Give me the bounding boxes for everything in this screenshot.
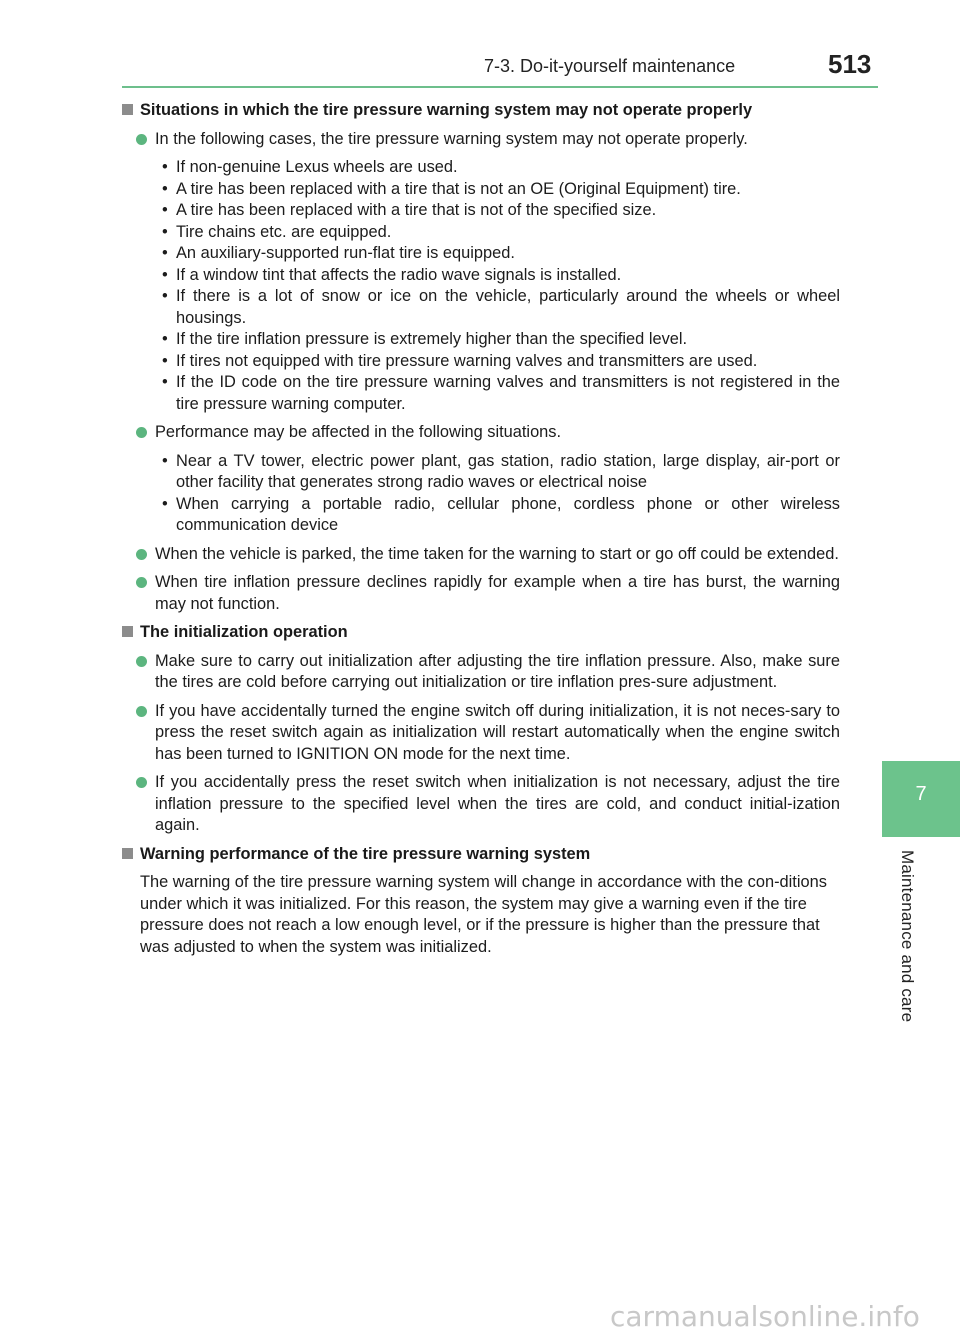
bullet-item <box>136 772 840 837</box>
bullet-item <box>136 422 840 444</box>
circle-bullet-icon <box>136 134 147 145</box>
sub-list <box>162 157 840 415</box>
sub-list-item: • Near a TV tower, electric power plant, gas station, radio station, large display, air-port or other facility that generates strong radio waves or electrical noise <box>162 451 840 494</box>
bullet-text: Make sure to carry out initialization after adjusting the tire inflation pressure. Also, make sure the tires are cold before carrying out initialization or tire inflation pres-sure adjustment. <box>155 651 840 691</box>
page-content <box>122 100 840 958</box>
watermark: carmanualsonline.info <box>610 1300 920 1333</box>
square-bullet-icon <box>122 626 133 637</box>
bullet-text: When tire inflation pressure declines rapidly for example when a tire has burst, the warning may not function. <box>155 573 840 613</box>
bullet-item <box>136 651 840 694</box>
sub-item-text: A tire has been replaced with a tire that is not an OE (Original Equipment) tire. <box>176 179 741 198</box>
sub-list-item: • A tire has been replaced with a tire that is not an OE (Original Equipment) tire. <box>162 179 840 201</box>
bullet-text: In the following cases, the tire pressure warning system may not operate properly. <box>155 129 748 148</box>
circle-bullet-icon <box>136 549 147 560</box>
chapter-label: Maintenance and care <box>898 850 917 1023</box>
sub-list-item: • When carrying a portable radio, cellular phone, cordless phone or other wireless communication device <box>162 494 840 537</box>
sub-item-text: If a window tint that affects the radio wave signals is installed. <box>176 265 622 284</box>
bullet-item <box>136 129 840 151</box>
sub-item-text: Tire chains etc. are equipped. <box>176 222 392 241</box>
circle-bullet-icon <box>136 777 147 788</box>
heading-text: The initialization operation <box>140 623 348 641</box>
sub-item-text: If tires not equipped with tire pressure warning valves and transmitters are used. <box>176 351 758 370</box>
sub-item-text: An auxiliary-supported run-flat tire is equipped. <box>176 244 515 262</box>
sub-item-text: If non-genuine Lexus wheels are used. <box>176 158 458 176</box>
section-title: 7-3. Do-it-yourself maintenance <box>484 56 736 76</box>
bullet-text: Performance may be affected in the following situations. <box>155 423 562 441</box>
sub-item-text: If the ID code on the tire pressure warning valves and transmitters is not registered in the tire pressure warning computer. <box>176 373 840 413</box>
sub-list-item: • If the tire inflation pressure is extremely higher than the specified level. <box>162 329 840 351</box>
sub-list-item: • If tires not equipped with tire pressure warning valves and transmitters are used. <box>162 351 840 373</box>
paragraph: The warning of the tire pressure warning system will change in accordance with the con-ditions under which it was initialized. For this reason, the system may give a warning even if the tire pressure does not reach a low enough level, or if the pressure is higher than the pressure that was adjusted to when the system was initialized. <box>140 873 827 956</box>
sub-item-text: Near a TV tower, electric power plant, gas station, radio station, large display, air-port or other facility that generates strong radio waves or electrical noise <box>176 451 840 491</box>
sub-list-item: • If non-genuine Lexus wheels are used. <box>162 157 840 179</box>
sub-item-text: If the tire inflation pressure is extremely higher than the specified level. <box>176 330 688 348</box>
heading-text: Situations in which the tire pressure warning system may not operate properly <box>140 101 753 119</box>
page-number: 513 <box>828 49 872 79</box>
sub-list-item: • Tire chains etc. are equipped. <box>162 222 840 244</box>
sub-item-text: When carrying a portable radio, cellular phone, cordless phone or other wireless communication device <box>176 494 840 534</box>
circle-bullet-icon <box>136 706 147 717</box>
bullet-text: If you have accidentally turned the engine switch off during initialization, it is not neces-sary to press the reset switch again as initialization will restart automatically when the engine switch has been turned to IGNITION ON mode for the next time. <box>155 701 840 763</box>
sub-list-item: • If there is a lot of snow or ice on the vehicle, particularly around the wheels or wheel housings. <box>162 286 840 329</box>
section-heading <box>122 844 840 866</box>
chapter-tab <box>882 761 960 837</box>
sub-list <box>162 451 840 537</box>
bullet-item <box>136 544 840 566</box>
square-bullet-icon <box>122 848 133 859</box>
sub-list-item: • If a window tint that affects the radio wave signals is installed. <box>162 265 840 287</box>
circle-bullet-icon <box>136 577 147 588</box>
square-bullet-icon <box>122 104 133 115</box>
bullet-item <box>136 572 840 615</box>
sub-item-text: A tire has been replaced with a tire that is not of the specified size. <box>176 201 657 219</box>
header-rule <box>122 86 878 88</box>
bullet-text: If you accidentally press the reset switch when initialization is not necessary, adjust the tire inflation pressure to the specified level when the tires are cold, and conduct initial-ization again. <box>155 773 840 834</box>
bullet-item <box>136 701 840 766</box>
sub-list-item: • An auxiliary-supported run-flat tire is equipped. <box>162 243 840 265</box>
circle-bullet-icon <box>136 427 147 438</box>
section-heading <box>122 100 840 122</box>
chapter-number: 7 <box>915 783 927 805</box>
page-header <box>0 0 878 86</box>
heading-text: Warning performance of the tire pressure warning system <box>140 844 591 863</box>
sub-list-item: • If the ID code on the tire pressure warning valves and transmitters is not registered in the tire pressure warning computer. <box>162 372 840 415</box>
section-heading <box>122 622 840 644</box>
sub-list-item: • A tire has been replaced with a tire that is not of the specified size. <box>162 200 840 222</box>
circle-bullet-icon <box>136 656 147 667</box>
sub-item-text: If there is a lot of snow or ice on the vehicle, particularly around the wheels or wheel housings. <box>176 287 840 327</box>
bullet-text: When the vehicle is parked, the time taken for the warning to start or go off could be extended. <box>155 544 839 563</box>
